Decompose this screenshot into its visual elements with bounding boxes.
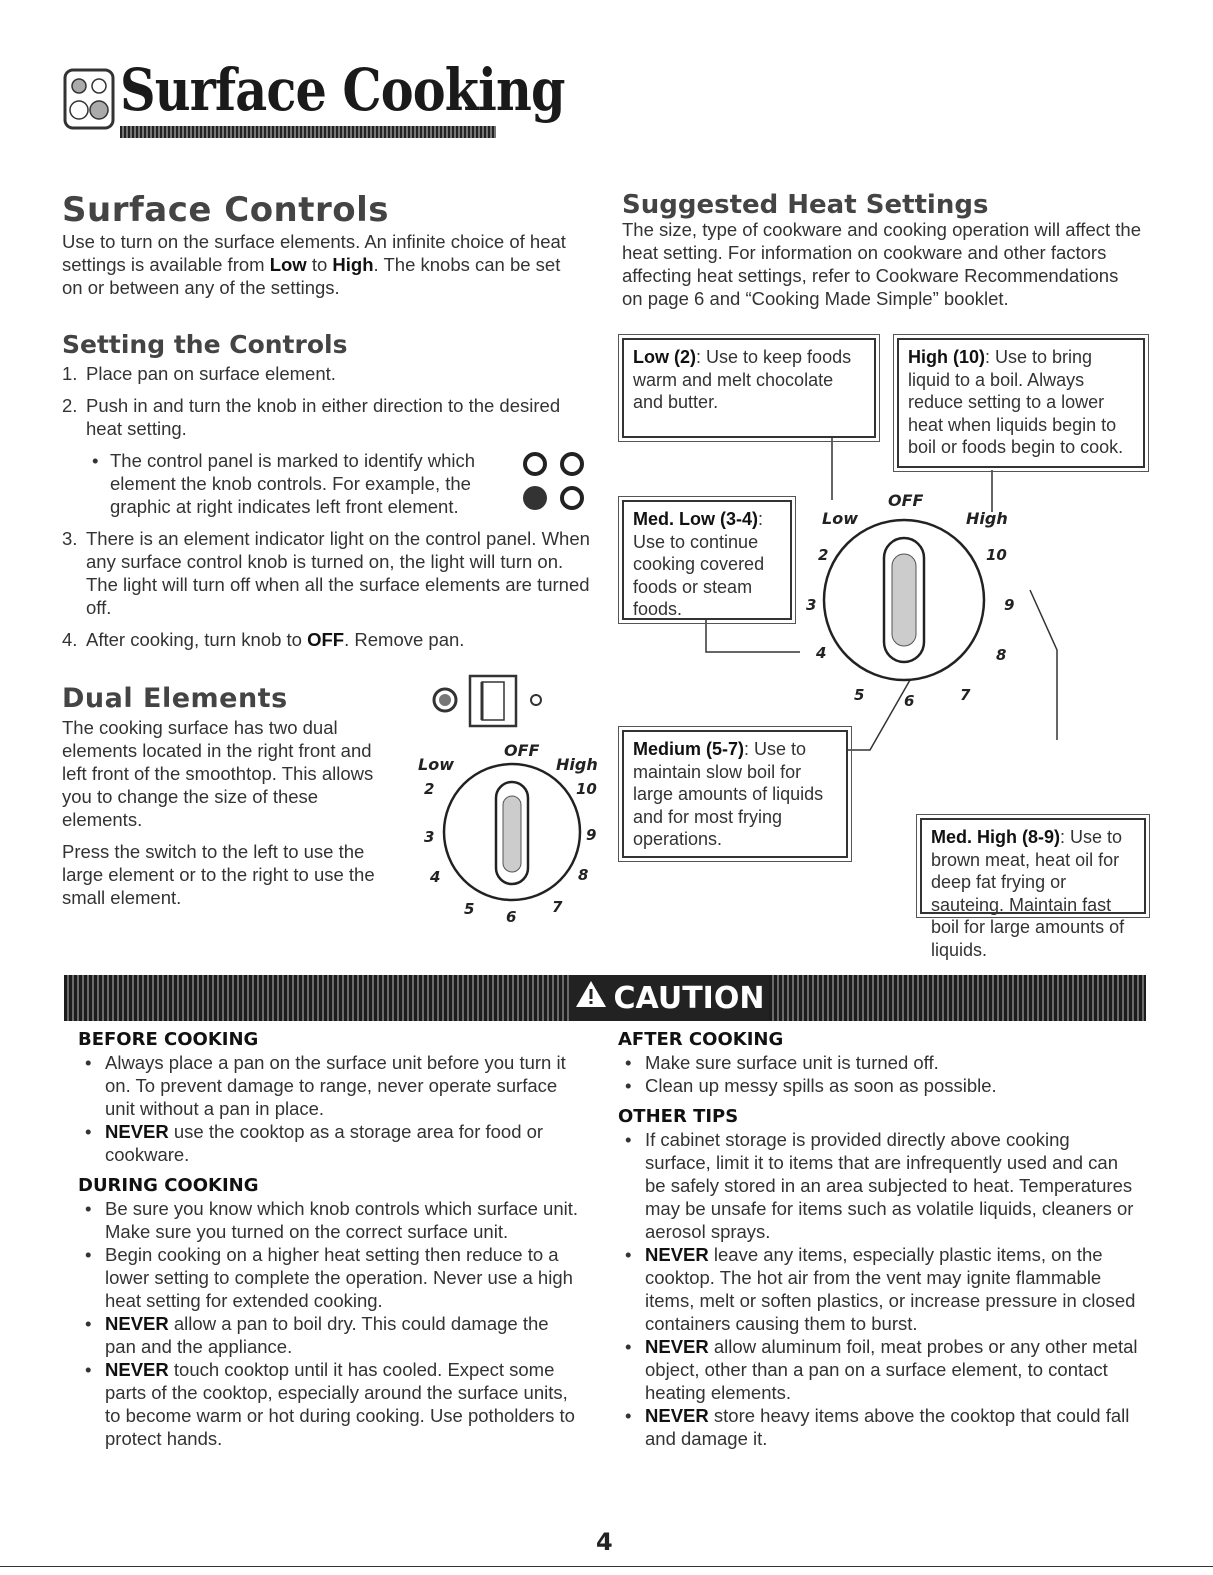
med-high-setting-text: : Use to brown meat, heat oil for deep fat frying or sauteing. Maintain fast boil for large amounts of liquids.	[931, 827, 1125, 960]
dial-num-10: 10	[576, 780, 597, 798]
big-dial-num-4: 4	[816, 644, 827, 662]
step-1-num: 1.	[62, 363, 78, 384]
step-3	[62, 527, 592, 619]
caution-title	[569, 975, 769, 1021]
big-dial-high-label: High	[966, 509, 1008, 528]
med-low-setting-label: Med. Low (3-4)	[633, 509, 758, 529]
medium-setting-text: : Use to maintain slow boil for large amounts of liquids and for most frying operations.	[633, 739, 824, 849]
other-2-bold: NEVER	[645, 1244, 709, 1265]
step-2-bullet: • The control panel is marked to identify which element the knob controls. For example, the graphic at right indicates left front element.	[92, 450, 476, 517]
setting-controls-steps	[62, 362, 592, 660]
intro-high: High	[332, 254, 374, 275]
intro-text-1: Use to turn on the surface elements. An infinite choice of heat settings is available from	[62, 231, 566, 275]
step-4-text-b: . Remove pan.	[344, 629, 465, 650]
large-control-knob	[800, 488, 1030, 713]
before-1-text: Always place a pan on the surface unit before you turn it on. To prevent damage to range, never operate surface unit without a pan in place.	[105, 1052, 566, 1119]
intro-to: to	[306, 254, 333, 275]
caution-left-column	[78, 1028, 578, 1454]
dual-elements-para-1: The cooking surface has two dual elements located in the right front and left front of the smoothtop. This allows you to change the size of these elements.	[62, 717, 374, 830]
after-cooking-item	[618, 1051, 1138, 1074]
high-setting-text: : Use to bring liquid to a boil. Always reduce setting to a lower heat when liquids begin to boil or foods begin to cook.	[908, 347, 1124, 457]
caution-title-text: CAUTION	[613, 980, 765, 1016]
surface-controls-intro	[62, 230, 582, 299]
other-tips-heading: OTHER TIPS	[618, 1106, 739, 1127]
dial-num-9: 9	[586, 826, 597, 844]
med-low-setting-text: : Use to continue cooking covered foods or steam foods.	[633, 509, 765, 619]
dial-num-8: 8	[578, 866, 589, 884]
before-2-bold: NEVER	[105, 1121, 169, 1142]
med-high-setting-label: Med. High (8-9)	[931, 827, 1060, 847]
during-4-text: touch cooktop until it has cooled. Expect some parts of the cooktop, especially around the surface units, to become warm or hot during cooking. Use potholders to protect hands.	[105, 1359, 575, 1449]
during-cooking-item	[78, 1243, 578, 1312]
dial-off-label: OFF	[504, 742, 540, 760]
step-2-text: Push in and turn the knob in either direction to the desired heat setting.	[86, 395, 561, 439]
other-tips-item	[618, 1335, 1138, 1404]
step-1	[62, 362, 592, 385]
caution-right-column	[618, 1028, 1138, 1454]
during-2-text: Begin cooking on a higher heat setting then reduce to a lower setting to complete the operation. Never use a high heat setting for extended cooking.	[105, 1244, 573, 1311]
big-dial-num-10: 10	[986, 546, 1007, 564]
med-high-setting-box	[920, 818, 1146, 960]
during-cooking-item	[78, 1312, 578, 1358]
suggested-heat-heading: Suggested Heat Settings	[622, 190, 989, 220]
high-setting-label: High (10)	[908, 347, 986, 367]
medium-setting-box	[622, 730, 848, 858]
dual-elements-heading: Dual Elements	[62, 683, 288, 714]
other-tips-item	[618, 1128, 1138, 1243]
step-2-bullet-text: The control panel is marked to identify which element the knob controls. For example, the graphic at right indicates left front element.	[110, 450, 476, 517]
dial-num-7: 7	[552, 898, 563, 916]
dial-num-3: 3	[424, 828, 435, 846]
intro-text-2: . The knobs can be set on or between any of the settings.	[62, 254, 561, 298]
intro-low: Low	[269, 254, 307, 275]
big-dial-num-6: 6	[904, 692, 915, 708]
big-dial-num-9: 9	[1004, 596, 1015, 614]
dial-high-label: High	[556, 755, 598, 774]
dual-elements-para-2: Press the switch to the left to use the large element or to the right to use the small element.	[62, 841, 375, 908]
high-setting-box	[897, 338, 1145, 468]
dual-element-switch-icon	[428, 670, 578, 745]
step-3-text: There is an element indicator light on the control panel. When any surface control knob is turned on, the light will turn on. The light will turn off when all the surface elements are turned off.	[86, 528, 590, 618]
during-1-text: Be sure you know which knob controls which surface unit. Make sure you turned on the correct surface unit.	[105, 1198, 579, 1242]
med-low-setting-box	[622, 500, 792, 620]
page-header-title: Surface Cooking	[120, 56, 565, 124]
other-tips-item	[618, 1404, 1138, 1450]
step-2	[62, 394, 592, 518]
step-4-off: OFF	[307, 629, 345, 650]
big-dial-low-label: Low	[822, 509, 858, 528]
big-dial-num-3: 3	[806, 596, 817, 614]
after-1-text: Make sure surface unit is turned off.	[645, 1052, 939, 1073]
other-2-text: leave any items, especially plastic items, on the cooktop. The hot air from the vent may ignite flammable items, melt or soften plastics, or increase pressure in closed containers causing them to burst.	[645, 1244, 1136, 1334]
step-4-num: 4.	[62, 629, 78, 650]
low-setting-box	[622, 338, 876, 438]
during-cooking-item	[78, 1358, 578, 1450]
other-1-text: If cabinet storage is provided directly above cooking surface, limit it to items that are infrequently used and can be safely stored in an area subjected to heat. Temperatures may be unsafe for items such as volatile liquids, cleaners or aerosol sprays.	[645, 1129, 1134, 1242]
low-setting-label: Low (2)	[633, 347, 696, 367]
step-4-text-a: After cooking, turn knob to	[86, 629, 308, 650]
page-number: 4	[596, 1528, 613, 1556]
setting-controls-heading: Setting the Controls	[62, 330, 348, 359]
before-cooking-item	[78, 1051, 578, 1120]
step-1-text: Place pan on surface element.	[86, 363, 336, 384]
during-3-text: allow a pan to boil dry. This could damage the pan and the appliance.	[105, 1313, 549, 1357]
surface-controls-heading: Surface Controls	[62, 190, 390, 230]
dial-num-4: 4	[430, 868, 441, 886]
step-2-num: 2.	[62, 395, 78, 416]
bottom-rule	[0, 1566, 1213, 1567]
low-setting-text: : Use to keep foods warm and melt chocolate and butter.	[633, 347, 852, 412]
other-4-bold: NEVER	[645, 1405, 709, 1426]
big-dial-off-label: OFF	[888, 491, 924, 510]
after-cooking-heading: AFTER COOKING	[618, 1029, 784, 1050]
before-cooking-item	[78, 1120, 578, 1166]
cooktop-icon	[63, 68, 115, 130]
caution-banner	[64, 975, 1146, 1021]
during-cooking-heading: DURING COOKING	[78, 1175, 259, 1196]
during-cooking-item	[78, 1197, 578, 1243]
after-cooking-item	[618, 1074, 1138, 1097]
header-rule	[120, 126, 496, 138]
dial-num-2: 2	[424, 780, 435, 798]
after-2-text: Clean up messy spills as soon as possible.	[645, 1075, 997, 1096]
dial-num-5: 5	[464, 900, 475, 918]
dial-num-6: 6	[506, 908, 517, 922]
small-control-knob	[408, 742, 608, 927]
other-4-text: store heavy items above the cooktop that could fall and damage it.	[645, 1405, 1130, 1449]
big-dial-num-2: 2	[818, 546, 829, 564]
dial-low-label: Low	[418, 755, 454, 774]
medium-setting-label: Medium (5-7)	[633, 739, 745, 759]
during-4-bold: NEVER	[105, 1359, 169, 1380]
suggested-heat-text: The size, type of cookware and cooking operation will affect the heat setting. For information on cookware and other factors affecting heat settings, refer to Cookware Recommendations on page 6 and “Cooking Made Simple” booklet.	[622, 219, 1141, 309]
big-dial-num-5: 5	[854, 686, 865, 704]
element-location-icon	[520, 448, 588, 519]
step-4	[62, 628, 592, 651]
warning-icon	[574, 979, 608, 1017]
big-dial-num-7: 7	[960, 686, 971, 704]
other-3-text: allow aluminum foil, meat probes or any other metal object, other than a pan on a surface element, to contact heating elements.	[645, 1336, 1138, 1403]
big-dial-num-8: 8	[996, 646, 1007, 664]
step-3-num: 3.	[62, 528, 78, 549]
other-tips-item	[618, 1243, 1138, 1335]
other-3-bold: NEVER	[645, 1336, 709, 1357]
during-3-bold: NEVER	[105, 1313, 169, 1334]
before-cooking-heading: BEFORE COOKING	[78, 1029, 259, 1050]
before-2-text: use the cooktop as a storage area for food or cookware.	[105, 1121, 544, 1165]
